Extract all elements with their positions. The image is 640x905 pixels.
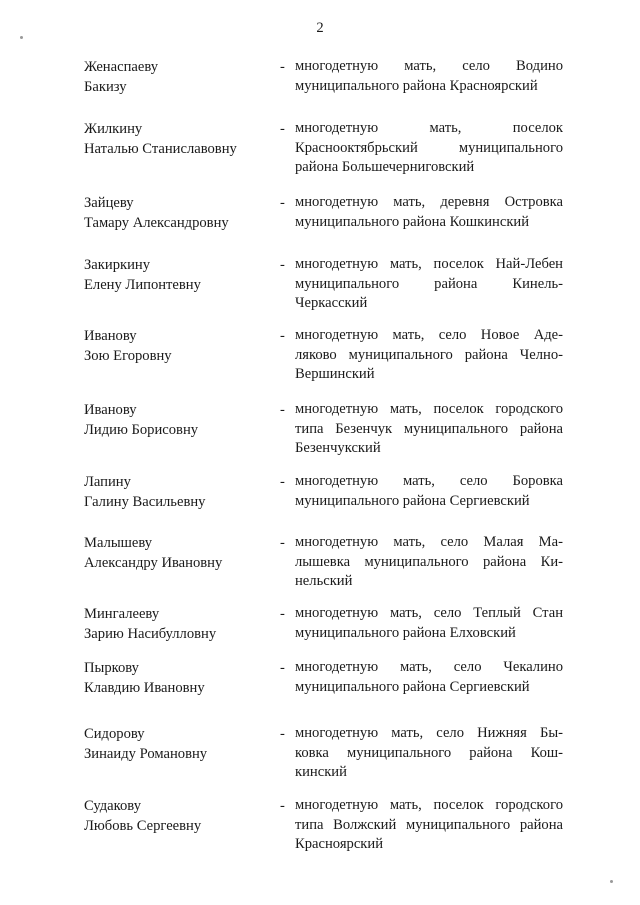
description-line: многодетную мать, деревня Островка	[295, 194, 563, 210]
description	[295, 57, 563, 96]
person-name	[84, 119, 237, 159]
description-line: многодетную мать, поселок городского	[295, 797, 563, 813]
description-line: Вершинский	[295, 366, 375, 382]
description-line: кинский	[295, 764, 347, 780]
list-item	[0, 724, 640, 794]
description-line: многодетную мать, село Малая Ма-	[295, 534, 563, 550]
description-line: ляково муниципального района Челно-	[295, 346, 563, 363]
surname: Судакову	[84, 798, 141, 814]
description-line: многодетную мать, село Новое Аде-	[295, 327, 563, 343]
description-line: нельский	[295, 573, 353, 589]
person-name	[84, 796, 201, 836]
surname: Зайцеву	[84, 195, 134, 211]
description-line: многодетную мать, село Чекалино	[295, 659, 563, 675]
list-item	[0, 255, 640, 325]
person-name	[84, 472, 205, 512]
given-names: Лидию Борисовну	[84, 422, 199, 438]
description	[295, 400, 563, 459]
scan-speck	[610, 880, 613, 883]
description-line: муниципального района Сергиевский	[295, 492, 530, 509]
surname: Пыркову	[84, 660, 139, 676]
list-item	[0, 57, 640, 127]
description	[295, 193, 563, 232]
dash-separator: -	[280, 535, 285, 551]
dash-separator: -	[280, 195, 285, 211]
given-names: Галину Васильевну	[84, 494, 206, 510]
description	[295, 533, 563, 592]
description-line: Краснооктябрьский муниципального	[295, 139, 563, 156]
list-item	[0, 533, 640, 603]
description-line: многодетную мать, поселок	[295, 120, 563, 136]
person-name	[84, 724, 207, 764]
dash-separator: -	[280, 474, 285, 490]
description-line: лышевка муниципального района Ки-	[295, 553, 563, 570]
description	[295, 255, 563, 314]
description-line: типа Безенчук муниципального района	[295, 420, 563, 437]
given-names: Бакизу	[84, 79, 127, 95]
description-line: Красноярский	[295, 836, 384, 852]
given-names: Наталью Станиславовну	[84, 141, 237, 157]
description-line: многодетную мать, село Водино	[295, 58, 563, 74]
given-names: Любовь Сергеевну	[84, 818, 202, 834]
description-line: многодетную мать, село Боровка	[295, 473, 563, 489]
given-names: Зинаиду Романовну	[84, 746, 208, 762]
person-name	[84, 533, 222, 573]
dash-separator: -	[280, 606, 285, 622]
description	[295, 604, 563, 643]
page-number: 2	[316, 20, 324, 36]
person-name	[84, 658, 205, 698]
description	[295, 724, 563, 783]
list-item	[0, 326, 640, 396]
description-line: многодетную мать, поселок городского	[295, 401, 563, 417]
dash-separator: -	[280, 402, 285, 418]
description	[295, 658, 563, 697]
person-name	[84, 193, 229, 233]
description-line: многодетную мать, поселок Най-Лебен	[295, 256, 563, 272]
surname: Закиркину	[84, 257, 150, 273]
description-line: типа Волжский муниципального района	[295, 816, 563, 833]
person-name	[84, 604, 216, 644]
surname: Малышеву	[84, 535, 153, 551]
list-item	[0, 472, 640, 542]
given-names: Зою Егоровну	[84, 348, 172, 364]
given-names: Елену Липонтевну	[84, 277, 201, 293]
given-names: Александру Ивановну	[84, 555, 223, 571]
description-line: муниципального района Елховский	[295, 624, 516, 641]
description-line: муниципального района Кошкинский	[295, 213, 530, 230]
surname: Иванову	[84, 402, 137, 418]
description-line: многодетную мать, село Теплый Стан	[295, 605, 563, 621]
dash-separator: -	[280, 660, 285, 676]
description	[295, 119, 563, 178]
list-item	[0, 796, 640, 866]
surname: Сидорову	[84, 726, 145, 742]
dash-separator: -	[280, 328, 285, 344]
description-line: муниципального района Сергиевский	[295, 678, 530, 695]
surname: Иванову	[84, 328, 137, 344]
dash-separator: -	[280, 257, 285, 273]
surname: Лапину	[84, 474, 131, 490]
list-item	[0, 658, 640, 728]
dash-separator: -	[280, 59, 285, 75]
surname: Жилкину	[84, 121, 143, 137]
list-item	[0, 193, 640, 263]
description-line: многодетную мать, село Нижняя Бы-	[295, 725, 563, 741]
scan-speck	[20, 36, 23, 39]
given-names: Тамару Александровну	[84, 215, 229, 231]
dash-separator: -	[280, 121, 285, 137]
surname: Мингалееву	[84, 606, 160, 622]
given-names: Клавдию Ивановну	[84, 680, 205, 696]
person-name	[84, 255, 201, 295]
given-names: Зарию Насибулловну	[84, 626, 217, 642]
description	[295, 796, 563, 855]
list-item	[0, 400, 640, 470]
person-name	[84, 57, 158, 97]
dash-separator: -	[280, 798, 285, 814]
description-line: муниципального района Кинель-	[295, 275, 563, 292]
description-line: ковка муниципального района Кош-	[295, 744, 563, 761]
description	[295, 472, 563, 511]
description-line: Черкасский	[295, 295, 368, 311]
list-item	[0, 119, 640, 189]
description-line: Безенчукский	[295, 440, 381, 456]
description	[295, 326, 563, 385]
person-name	[84, 400, 198, 440]
person-name	[84, 326, 172, 366]
dash-separator: -	[280, 726, 285, 742]
description-line: муниципального района Красноярский	[295, 77, 538, 94]
description-line: района Большечерниговский	[295, 159, 475, 175]
surname: Женаспаеву	[84, 59, 159, 75]
